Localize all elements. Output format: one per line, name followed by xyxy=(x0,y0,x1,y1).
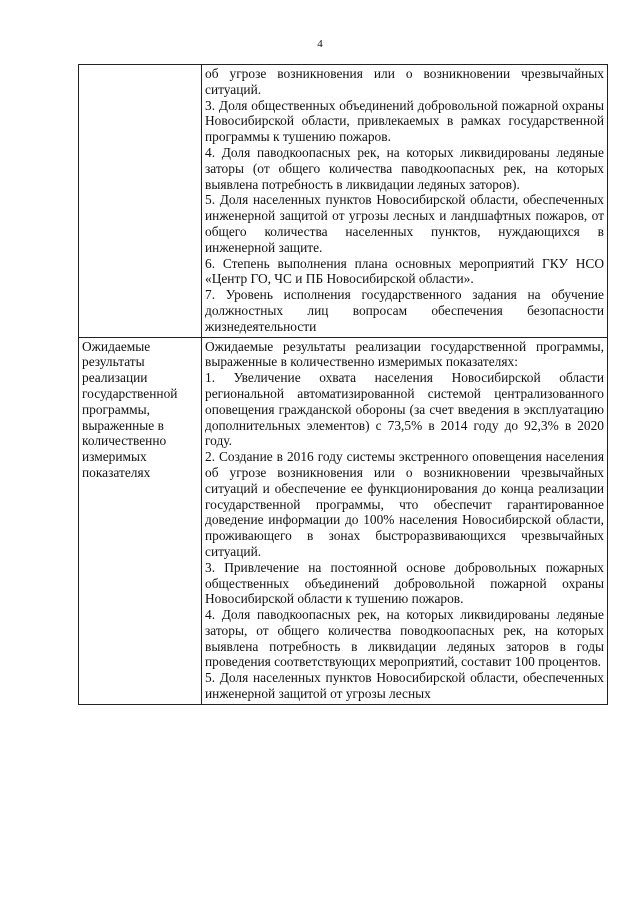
row-content-cell xyxy=(202,65,608,338)
paragraph: 5. Доля населенных пунктов Новосибирской области, обеспеченных инженерной защитой от угрозы лесных xyxy=(205,670,604,702)
paragraph: 4. Доля паводкоопасных рек, на которых ликвидированы ледяные заторы, от общего количества поводкоопасных рек, на которых выявлена потребность в ликвидации ледяных заторов в годы проведения соответствующих мероприятий, составит 100 процентов. xyxy=(205,607,604,670)
paragraph: Ожидаемые результаты реализации государственной программы, выраженные в количественно измеримых показателях: xyxy=(205,338,604,370)
paragraph: 3. Привлечение на постоянной основе добровольных пожарных общественных объединений добровольной пожарной охраны Новосибирской области к тушению пожаров. xyxy=(205,559,604,607)
row-label-cell xyxy=(79,337,202,704)
paragraph: 6. Степень выполнения плана основных мероприятий ГКУ НСО «Центр ГО, ЧС и ПБ Новосибирской области». xyxy=(205,255,604,287)
paragraph: 3. Доля общественных объединений добровольной пожарной охраны Новосибирской области, привлекаемых в рамках государственной программы к тушению пожаров. xyxy=(205,97,604,145)
passport-table xyxy=(78,64,608,705)
paragraph: 1. Увеличение охвата населения Новосибирской области региональной автоматизированной системой централизованного оповещения гражданской обороны (за счет введения в эксплуатацию дополнительных элементов) с 73,5% в 2014 году до 92,3% в 2020 году. xyxy=(205,370,604,449)
paragraph: 5. Доля населенных пунктов Новосибирской области, обеспеченных инженерной защитой от угрозы лесных и ландшафтных пожаров, от общего количества населенных пунктов, нуждающихся в инженерной защите. xyxy=(205,192,604,255)
page-number: 4 xyxy=(317,38,323,50)
table-row-expected-results xyxy=(79,337,608,704)
row-label-cell xyxy=(79,65,202,338)
paragraph: 7. Уровень исполнения государственного задания на обучение должностных лиц вопросам обеспечения безопасности жизнедеятельности xyxy=(205,287,604,334)
row-label: Ожидаемые результаты реализации государственной программы, выраженные в количественно измеримых показателях xyxy=(82,338,178,480)
paragraph: об угрозе возникновения или о возникновении чрезвычайных ситуаций. xyxy=(205,66,604,97)
table-row-indicators xyxy=(79,65,608,338)
row-content-cell xyxy=(202,337,608,704)
paragraph: 2. Создание в 2016 году системы экстренного оповещения населения об угрозе возникновения или о возникновении чрезвычайных ситуаций и обеспечение ее функционирования до конца реализации государственной программы, что обеспечит гарантированное доведение информации до 100% населения Новосибирской области, проживающего в зонах быстроразвивающихся чрезвычайных ситуаций. xyxy=(205,449,604,559)
paragraph: 4. Доля паводкоопасных рек, на которых ликвидированы ледяные заторы (от общего количества паводкоопасных рек, на которых выявлена потребность в ликвидации ледяных заторов). xyxy=(205,144,604,192)
